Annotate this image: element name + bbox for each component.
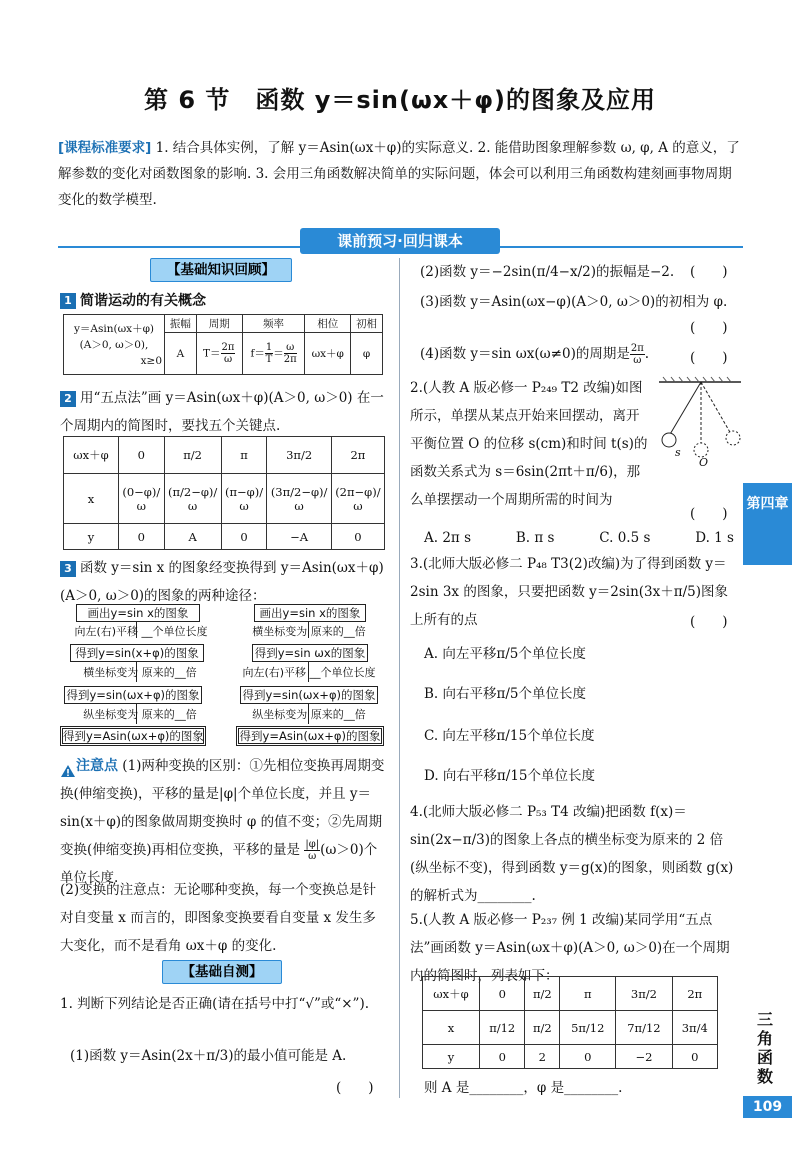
q1-4-paren: ( ) [690,350,728,366]
shm-h-freq: 频率 [242,315,305,333]
shm-func-line3: x≥0 [140,354,162,367]
q2-option-a[interactable]: A. 2π s [424,530,472,546]
period-frac [221,342,236,365]
fp-cell: ωx＋φ [64,437,119,474]
q5-cell: 0 [480,977,525,1011]
fp-cell: −A [267,524,331,550]
note-1 [60,752,388,892]
q5-cell: 0 [480,1045,525,1069]
review-pill: 【基础知识回顾】 [150,258,292,282]
s1-heading [60,290,206,310]
flow-right-step-3b: 原来的__倍 [310,708,366,721]
q1-4: (4)函数 y＝sin ωx(ω≠0)的周期是 $\frac{2\pi}{\omega}$ . [420,343,650,366]
q1-1-c: 的最小值可能是 A. [233,1048,347,1064]
q1: 1. 判断下列结论是否正确(请在括号中打“√”或“×”). [60,996,370,1012]
standard-text: 1. 结合具体实例，了解 y＝Asin(ωx＋φ)的实际意义. 2. 能借助图象理解参数 ω, φ, A 的意义，了解参数的变化对函数图象的影响. 3. 会用三角函数解决简单的实际问题，体会可以利用三角函数构建刻画事物周期变化的数学模型. [58,140,740,208]
fp-cell: 0 [119,437,165,474]
q1-1-b: (2x＋π/3) [171,1048,234,1064]
s3-body: 函数 y＝sin x 的图象经变换得到 y＝Asin(ωx＋φ)(A＞0, ω＞0)的图象的两种途径： [60,560,384,604]
fp-cell: 3π/2 [267,437,331,474]
pendulum-figure [655,376,745,468]
fp-cell: 0 [221,524,267,550]
self-test-pill: 【基础自测】 [162,960,282,984]
q3: 3.(北师大版必修二 P₄₈ T3(2)改编)为了得到函数 y＝2sin 3x 的图象，只要把函数 y＝2sin(3x＋π/5)图象上所有的点 [410,556,729,628]
q5-cell: π/2 [525,977,560,1011]
q5-cell: π/2 [525,1011,560,1045]
q5-cell: 3π/4 [672,1011,718,1045]
q3-option-c[interactable]: C. 向左平移π/15个单位长度 [424,728,595,744]
q5-cell: 3π/2 [616,977,672,1011]
curriculum-standard [58,135,743,213]
shm-v-period [196,333,242,375]
freq-pre: f＝ [250,347,265,360]
q2-paren: ( ) [690,506,728,522]
q5-tail: 则 A 是________，φ 是________. [424,1080,623,1096]
flow-right-box-4: 得到y=Asin(ωx+φ)的图象 [236,726,384,746]
flow-left-step-3 [60,707,220,723]
fp-cell: π [221,437,267,474]
shm-func-line2: (A＞0, ω＞0), [79,338,149,351]
q5-cell: x [423,1011,480,1045]
flow-right-step-2 [234,665,384,681]
flow-left-step-1 [66,624,216,640]
q5-cell: 7π/12 [616,1011,672,1045]
fp-cell: y [64,524,119,550]
column-divider [399,258,400,1098]
q2: 2.(人教 A 版必修一 P₂₄₉ T2 改编)如图所示，单摆从某点开始来回摆动，离开平衡位置 O 的位移 s(cm)和时间 t(s)的函数关系式为 s＝6sin(2πt＋π/6)，那么单摆摆动一个周期所需的时间为 [410,380,648,508]
s2-text [60,384,388,440]
q5: 5.(人教 A 版必修一 P₂₃₇ 例 1 改编)某同学用“五点法”画函数 y＝Asin(ωx＋φ)(A＞0, ω＞0)在一个周期内的简图时，列表如下： [410,912,730,984]
flow-left-step-2 [60,665,220,681]
fp-cell: (0−φ)/ω [119,474,165,524]
period-num: 2π [221,342,235,353]
shm-h-init: 初相 [351,315,383,333]
fp-cell: x [64,474,119,524]
q1-2: (2)函数 y＝−2sin(π/4−x/2)的振幅是−2. [420,264,675,280]
q3-option-a[interactable]: A. 向左平移π/5个单位长度 [424,646,586,662]
flow-left-box-1: 画出y=sin x的图象 [76,604,200,622]
flow-right-box-2: 得到y=sin ωx的图象 [252,644,368,662]
q2-options [424,524,734,552]
shm-v-freq [242,333,305,375]
fp-cell: (π/2−φ)/ω [164,474,221,524]
q1-3: (3)函数 y＝Asin(ωx−φ)(A＞0, ω＞0)的初相为 φ. [420,294,728,310]
flow-left-step-3a: 纵坐标变为 [83,708,139,721]
q1-4-num: 2π [630,343,644,354]
q4: 4.(北师大版必修二 P₅₃ T4 改编)把函数 f(x)＝sin(2x−π/3)的图象上各点的横坐标变为原来的 2 倍(纵坐标不变)，得到函数 y＝g(x)的图象，则函数 g(x)的解析式为________. [410,804,734,904]
fp-cell: A [164,524,221,550]
chapter-tab[interactable]: 第四章 [743,483,792,565]
q5-cell: ωx＋φ [423,977,480,1011]
q1-1 [70,1042,388,1070]
q3-option-b[interactable]: B. 向右平移π/5个单位长度 [424,686,587,702]
q2-option-c[interactable]: C. 0.5 s [599,530,651,546]
q5-cell: π [560,977,616,1011]
flow-left-step-2b: 原来的__倍 [141,666,197,679]
shm-func-line1: y＝Asin(ωx＋φ) [73,322,155,335]
q1-4-frac [630,343,645,366]
freq-eq: ＝ [273,347,284,360]
period-den: ω [223,354,233,365]
fp-cell: 2π [331,437,384,474]
note-1-tail: (ω＞0)个单位长度. [60,842,378,886]
flow-right-step-1 [234,624,384,640]
q3-option-d[interactable]: D. 向右平移π/15个单位长度 [424,768,596,784]
shm-func-cell [64,315,165,375]
fp-cell: (π−φ)/ω [221,474,267,524]
q5-cell: 2 [525,1045,560,1069]
flow-left-step-1a: 向左(右)平移 [74,625,139,638]
page-number: 109 [743,1096,792,1118]
s3-text [60,554,388,610]
shm-h-amp: 振幅 [165,315,197,333]
s2-body: 用“五点法”画 y＝Asin(ωx＋φ)(A＞0, ω＞0) 在一个周期内的简图时，要找五个关键点. [60,390,384,434]
q5-cell: π/12 [480,1011,525,1045]
q5-cell: 2π [672,977,718,1011]
shm-v-phase: ωx＋φ [305,333,351,375]
flow-right-step-2a: 向左(右)平移 [242,666,307,679]
five-point-table [63,436,385,550]
flow-right-step-2b: __个单位长度 [309,666,376,679]
q5-cell: 5π/12 [560,1011,616,1045]
flow-left-step-2a: 横坐标变为 [83,666,139,679]
freq-num1: 1 [265,342,273,353]
note-1-frac [304,839,320,862]
flow-right-box-3: 得到y=sin(ωx+φ)的图象 [240,686,378,704]
fp-cell: 0 [119,524,165,550]
fp-cell: (3π/2−φ)/ω [267,474,331,524]
flow-right-box-1: 画出y=sin x的图象 [254,604,366,622]
shm-v-amp: A [165,333,197,375]
q2-option-d[interactable]: D. 1 s [695,530,734,546]
flow-right-step-3 [234,707,384,723]
flow-left-step-1b: __个单位长度 [141,625,208,638]
freq-frac1 [265,342,273,365]
s3-number: 3 [60,561,76,577]
flow-left-step-3b: 原来的__倍 [141,708,197,721]
chapter-vertical-label: 三角函数 [756,1010,773,1086]
q1-1-paren: ( ) [336,1080,374,1096]
shm-h-phase: 相位 [305,315,351,333]
section-band: 课前预习·回归课本 [300,228,500,254]
q5-cell: 0 [672,1045,718,1069]
q5-cell: y [423,1045,480,1069]
q5-cell: −2 [616,1045,672,1069]
flow-right-step-3a: 纵坐标变为 [252,708,308,721]
q5-cell: 0 [560,1045,616,1069]
shm-table [63,314,383,375]
fp-cell: (2π−φ)/ω [331,474,384,524]
freq-den1: T [265,354,273,365]
standard-tag: [课程标准要求] [58,140,152,156]
note-1-body: (1)两种变换的区别：①先相位变换再周期变换(伸缩变换)，平移的量是|φ|个单位长度，并且 y＝sin(x＋φ)的图象做周期变换时 φ 的值不变；②先周期变换(伸缩变换)再相位变换，平移的量是 [60,758,385,858]
q2-option-b[interactable]: B. π s [515,530,555,546]
q1-3-paren: ( ) [690,320,728,336]
s2-number: 2 [60,391,76,407]
s1-number: 1 [60,293,76,309]
period-pre: T＝ [203,347,221,360]
s1-title: 简谐运动的有关概念 [80,293,206,309]
freq-num2: ω [284,342,297,354]
flow-right-step-1a: 横坐标变为 [252,625,308,638]
flow-left-box-3: 得到y=sin(ωx+φ)的图象 [64,686,202,704]
note-label: 注意点 [76,758,118,774]
freq-frac2 [284,342,297,365]
shm-v-init: φ [351,333,383,375]
freq-den2: 2π [283,354,297,365]
note-2: (2)变换的注意点：无论哪种变换，每一个变换总是针对自变量 x 而言的，即图象变换要看自变量 x 发生多大变化，而不是看角 ωx＋φ 的变化. [60,882,377,954]
q1-4-a: (4)函数 y＝sin ωx(ω≠0)的周期是 [420,346,630,362]
fig-label-o: O [699,456,709,469]
flow-right-step-1b: 原来的__倍 [310,625,366,638]
flow-left-box-4: 得到y=Asin(ωx+φ)的图象 [60,726,206,746]
q3-paren: ( ) [690,614,728,630]
fp-cell: π/2 [164,437,221,474]
page-title: 第 6 节 函数 y＝sin(ωx＋φ)的图象及应用 [143,86,657,114]
fig-label-s: s [675,446,681,459]
flow-left-box-2: 得到y=sin(x+φ)的图象 [70,644,204,662]
warning-icon [60,760,76,774]
fp-cell: 0 [331,524,384,550]
q5-table [422,976,718,1069]
q1-4-den: ω [633,355,642,366]
note-frac-num: |φ| [305,839,320,850]
q1-1-a: (1)函数 y＝Asin [70,1048,172,1064]
shm-h-period: 周期 [196,315,242,333]
note-frac-den: ω [308,851,317,862]
q1-2-paren: ( ) [690,264,728,280]
